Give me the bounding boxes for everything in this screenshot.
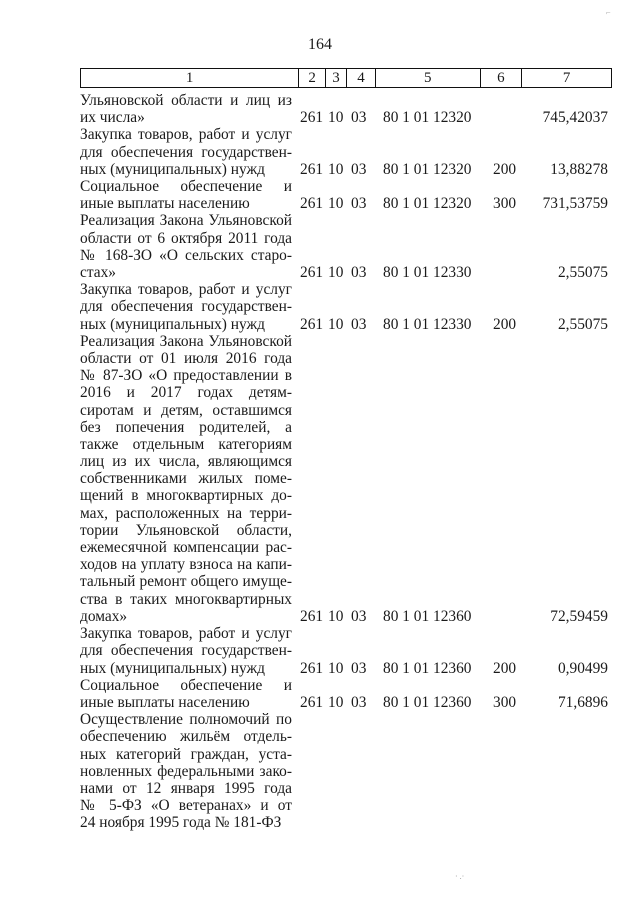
amount: 731,53759 <box>542 195 608 213</box>
row-name-line: для обеспечения государствен- <box>80 143 292 161</box>
row-name-line: Социальное обеспечение и <box>80 676 292 694</box>
table-header <box>80 68 612 88</box>
row-name-line: лиц из их числа, являющимся <box>80 453 292 471</box>
row-name <box>80 126 292 178</box>
ministry-code: 261 <box>300 694 324 711</box>
target-article-code: 80 1 01 12320 <box>383 109 472 127</box>
expense-type-code: 300 <box>493 694 517 711</box>
subsection-code: 03 <box>351 315 367 333</box>
section-code: 10 <box>328 264 344 281</box>
row-name-line: 2016 и 2017 годах детям- <box>80 384 292 402</box>
ministry-code: 261 <box>300 608 324 625</box>
table-row <box>80 126 612 178</box>
table-row <box>80 333 612 625</box>
row-name <box>80 677 292 711</box>
row-name-line: ных (муниципальных) нужд <box>80 659 265 677</box>
expense-type-code: 200 <box>493 315 517 333</box>
row-name-line: для обеспечения государствен- <box>80 642 292 660</box>
row-codes <box>299 814 612 831</box>
header-col-2: 2 <box>299 69 326 87</box>
row-name-line: ства в таких многоквартирных <box>80 590 292 608</box>
table-row <box>80 677 612 711</box>
page-number: 164 <box>308 36 332 53</box>
target-article-code: 80 1 01 12330 <box>383 315 472 333</box>
section-code: 10 <box>328 160 344 178</box>
target-article-code: 80 1 01 12360 <box>383 608 472 625</box>
header-col-5: 5 <box>376 69 481 87</box>
ministry-code: 261 <box>300 264 324 281</box>
row-name <box>80 333 292 625</box>
row-name-line: обеспечению жильём отдель- <box>80 728 292 746</box>
table-row <box>80 92 612 126</box>
row-codes <box>299 264 612 281</box>
table-row <box>80 212 612 281</box>
ministry-code: 261 <box>300 109 324 127</box>
header-col-3: 3 <box>326 69 347 87</box>
target-article-code: 80 1 01 12330 <box>383 264 472 281</box>
row-name <box>80 212 292 281</box>
row-name <box>80 178 292 212</box>
row-name-line: Социальное обеспечение и <box>80 178 292 195</box>
subsection-code: 03 <box>351 195 367 213</box>
row-name-line: ных (муниципальных) нужд <box>80 160 265 178</box>
row-name <box>80 281 292 333</box>
table-row <box>80 281 612 333</box>
row-name <box>80 625 292 677</box>
subsection-code: 03 <box>351 694 367 711</box>
row-name <box>80 92 292 126</box>
row-name-line: 24 ноября 1995 года № 181-ФЗ <box>80 814 282 832</box>
amount: 13,88278 <box>550 160 608 178</box>
row-name-line: Закупка товаров, работ и услуг <box>80 126 292 144</box>
target-article-code: 80 1 01 12360 <box>383 694 472 711</box>
row-name-line: собственниками жилых поме- <box>80 470 292 488</box>
ministry-code: 261 <box>300 195 324 213</box>
target-article-code: 80 1 01 12320 <box>383 195 472 213</box>
row-codes <box>299 109 612 126</box>
row-name-line: области от 6 октября 2011 года <box>80 229 292 247</box>
row-name <box>80 711 292 831</box>
amount: 71,6896 <box>557 694 608 711</box>
subsection-code: 03 <box>351 659 367 677</box>
header-col-4: 4 <box>347 69 376 87</box>
row-name-line: сиротам и детям, оставшимся <box>80 401 292 419</box>
subsection-code: 03 <box>351 608 367 625</box>
row-name-line: их числа» <box>80 109 145 127</box>
amount: 72,59459 <box>550 608 608 625</box>
row-name-line: Закупка товаров, работ и услуг <box>80 625 292 643</box>
section-code: 10 <box>328 195 344 213</box>
row-name-line: Осуществление полномочий по <box>80 711 292 729</box>
section-code: 10 <box>328 694 344 711</box>
row-name-line: нами от 12 января 1995 года <box>80 779 292 797</box>
header-col-6: 6 <box>481 69 523 87</box>
row-name-line: № 5-ФЗ «О ветеранах» и от <box>80 797 292 815</box>
amount: 2,55075 <box>557 264 608 281</box>
amount: 2,55075 <box>557 315 608 333</box>
row-codes <box>299 660 612 677</box>
row-name-line: ходов на уплату взноса на капи- <box>80 556 292 574</box>
row-name-line: № 168-ЗО «О сельских старо- <box>80 246 292 264</box>
expense-type-code: 300 <box>493 195 517 213</box>
ministry-code: 261 <box>300 659 324 677</box>
row-codes <box>299 316 612 333</box>
row-name-line: ежемесячной компенсации рас- <box>80 539 292 557</box>
row-name-line: новленных федеральными зако- <box>80 762 292 780</box>
section-code: 10 <box>328 315 344 333</box>
row-codes <box>299 161 612 178</box>
row-name-line: домах» <box>80 607 128 625</box>
section-code: 10 <box>328 659 344 677</box>
row-name-line: № 87-ЗО «О предоставлении в <box>80 367 292 385</box>
table-row <box>80 625 612 677</box>
table-row <box>80 178 612 212</box>
scan-artifact: · .· <box>455 872 465 881</box>
row-name-line: стах» <box>80 263 116 281</box>
row-codes <box>299 608 612 625</box>
amount: 0,90499 <box>557 659 608 677</box>
row-name-line: также отдельным категориям <box>80 435 292 453</box>
subsection-code: 03 <box>351 160 367 178</box>
expense-type-code: 200 <box>493 659 517 677</box>
row-name-line: иные выплаты населению <box>80 195 250 213</box>
row-name-line: тории Ульяновской области, <box>80 521 292 539</box>
table-row <box>80 711 612 831</box>
row-name-line: Ульяновской области и лиц из <box>80 92 292 109</box>
row-name-line: Закупка товаров, работ и услуг <box>80 281 292 299</box>
section-code: 10 <box>328 109 344 127</box>
row-name-line: мах, расположенных на терри- <box>80 504 292 522</box>
expense-type-code: 200 <box>493 160 517 178</box>
row-name-line: ных (муниципальных) нужд <box>80 315 265 333</box>
row-codes <box>299 195 612 212</box>
row-name-line: области от 01 июля 2016 года <box>80 349 292 367</box>
row-name-line: для обеспечения государствен- <box>80 298 292 316</box>
row-name-line: Реализация Закона Ульяновской <box>80 212 292 230</box>
row-name-line: иные выплаты населению <box>80 693 250 711</box>
row-name-line: Реализация Закона Ульяновской <box>80 332 292 350</box>
subsection-code: 03 <box>351 109 367 127</box>
subsection-code: 03 <box>351 264 367 281</box>
ministry-code: 261 <box>300 160 324 178</box>
row-name-line: ных категорий граждан, уста- <box>80 745 292 763</box>
row-name-line: щений в многоквартирных до- <box>80 487 292 505</box>
header-col-1: 1 <box>81 69 299 87</box>
scan-artifact: ⌐ <box>606 8 611 17</box>
header-col-7: 7 <box>562 69 571 86</box>
row-name-line: тальный ремонт общего имуще- <box>80 573 292 591</box>
row-codes <box>299 694 612 711</box>
target-article-code: 80 1 01 12320 <box>383 160 472 178</box>
amount: 745,42037 <box>542 109 608 127</box>
ministry-code: 261 <box>300 315 324 333</box>
target-article-code: 80 1 01 12360 <box>383 659 472 677</box>
row-name-line: без попечения родителей, а <box>80 418 292 436</box>
section-code: 10 <box>328 608 344 625</box>
